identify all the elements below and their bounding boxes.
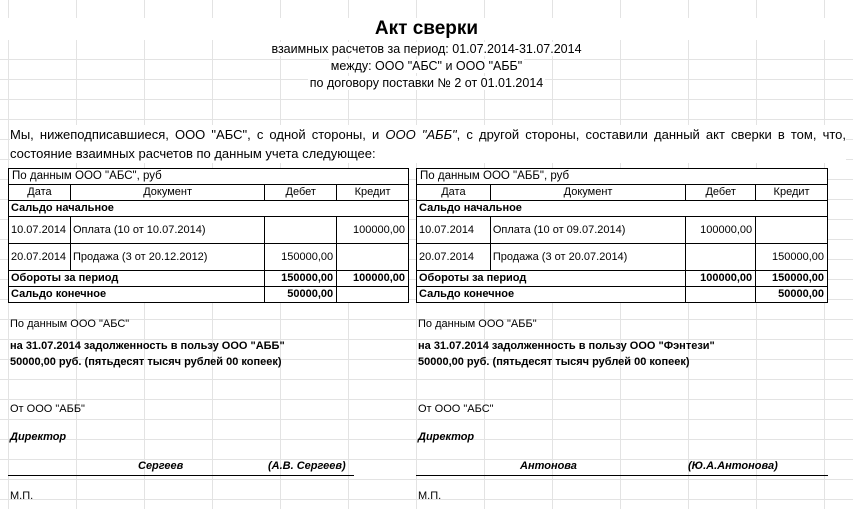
opening-balance-label: Сальдо начальное xyxy=(9,201,409,217)
row-credit: 150000,00 xyxy=(756,244,828,271)
right-signature-line xyxy=(416,475,828,476)
reconciliation-table-left xyxy=(8,168,409,303)
turnover-credit: 100000,00 xyxy=(337,271,409,287)
col-debit-header: Дебет xyxy=(265,185,337,201)
right-from-party: От ООО "АБС" xyxy=(418,403,494,415)
opening-balance-label: Сальдо начальное xyxy=(417,201,828,217)
row-date: 20.07.2014 xyxy=(9,244,71,271)
turnover-debit: 100000,00 xyxy=(686,271,756,287)
table-row xyxy=(9,244,409,271)
right-amount-line: 50000,00 руб. (пятьдесят тысяч рублей 00 копеек) xyxy=(418,356,690,368)
right-debt-line: на 31.07.2014 задолженность в пользу ООО "Фэнтези" xyxy=(418,340,715,352)
turnover-debit: 150000,00 xyxy=(265,271,337,287)
row-document: Оплата (10 от 09.07.2014) xyxy=(490,217,685,244)
parties-line: между: ООО "АБС" и ООО "АББ" xyxy=(330,59,523,73)
left-position: Директор xyxy=(10,431,67,443)
intro-paragraph: Мы, нижеподписавшиеся, ООО "АБС", с одной стороны, и ООО "АББ", с другой стороны, составили данный акт сверки в том, что, состояние взаимных расчетов по данным учета следующее: xyxy=(10,127,846,161)
col-date-header: Дата xyxy=(417,185,491,201)
col-credit-header: Кредит xyxy=(337,185,409,201)
row-debit xyxy=(265,217,337,244)
left-signer-fullname: (А.В. Сергеев) xyxy=(268,460,346,472)
col-debit-header: Дебет xyxy=(686,185,756,201)
table-row xyxy=(417,217,828,244)
col-date-header: Дата xyxy=(9,185,71,201)
row-debit xyxy=(686,244,756,271)
row-date: 10.07.2014 xyxy=(417,217,491,244)
document-title: Акт сверки xyxy=(0,18,853,40)
col-document-header: Документ xyxy=(70,185,264,201)
left-debt-line: на 31.07.2014 задолженность в пользу ООО "АББ" xyxy=(10,340,285,352)
right-position: Директор xyxy=(418,431,475,443)
row-debit: 100000,00 xyxy=(686,217,756,244)
right-stamp-label: М.П. xyxy=(418,490,442,502)
closing-credit xyxy=(337,287,409,303)
left-signer-surname: Сергеев xyxy=(138,460,184,472)
col-document-header: Документ xyxy=(490,185,685,201)
closing-debit: 50000,00 xyxy=(265,287,337,303)
row-document: Оплата (10 от 10.07.2014) xyxy=(70,217,264,244)
closing-debit xyxy=(686,287,756,303)
row-credit xyxy=(756,217,828,244)
right-data-of: По данным ООО "АББ" xyxy=(418,318,537,330)
contract-line: по договору поставки № 2 от 01.01.2014 xyxy=(309,76,544,90)
left-from-party: От ООО "АББ" xyxy=(10,403,85,415)
closing-credit: 50000,00 xyxy=(756,287,828,303)
turnover-label: Обороты за период xyxy=(9,271,265,287)
turnover-credit: 150000,00 xyxy=(756,271,828,287)
table-caption: По данным ООО "АББ", руб xyxy=(417,169,828,185)
row-document: Продажа (3 от 20.07.2014) xyxy=(490,244,685,271)
table-row xyxy=(417,244,828,271)
turnover-label: Обороты за период xyxy=(417,271,686,287)
right-signer-fullname: (Ю.А.Антонова) xyxy=(688,460,778,472)
col-credit-header: Кредит xyxy=(756,185,828,201)
closing-balance-label: Сальдо конечное xyxy=(9,287,265,303)
closing-balance-label: Сальдо конечное xyxy=(417,287,686,303)
right-signer-surname: Антонова xyxy=(520,460,577,472)
row-credit: 100000,00 xyxy=(337,217,409,244)
table-caption: По данным ООО "АБС", руб xyxy=(9,169,409,185)
row-date: 20.07.2014 xyxy=(417,244,491,271)
period-line: взаимных расчетов за период: 01.07.2014-31.07.2014 xyxy=(271,42,582,56)
row-date: 10.07.2014 xyxy=(9,217,71,244)
left-signature-line xyxy=(8,475,354,476)
reconciliation-table-right xyxy=(416,168,828,303)
row-document: Продажа (3 от 20.12.2012) xyxy=(70,244,264,271)
row-credit xyxy=(337,244,409,271)
left-amount-line: 50000,00 руб. (пятьдесят тысяч рублей 00 копеек) xyxy=(10,356,282,368)
left-stamp-label: М.П. xyxy=(10,490,34,502)
left-data-of: По данным ООО "АБС" xyxy=(10,318,130,330)
row-debit: 150000,00 xyxy=(265,244,337,271)
table-row xyxy=(9,217,409,244)
